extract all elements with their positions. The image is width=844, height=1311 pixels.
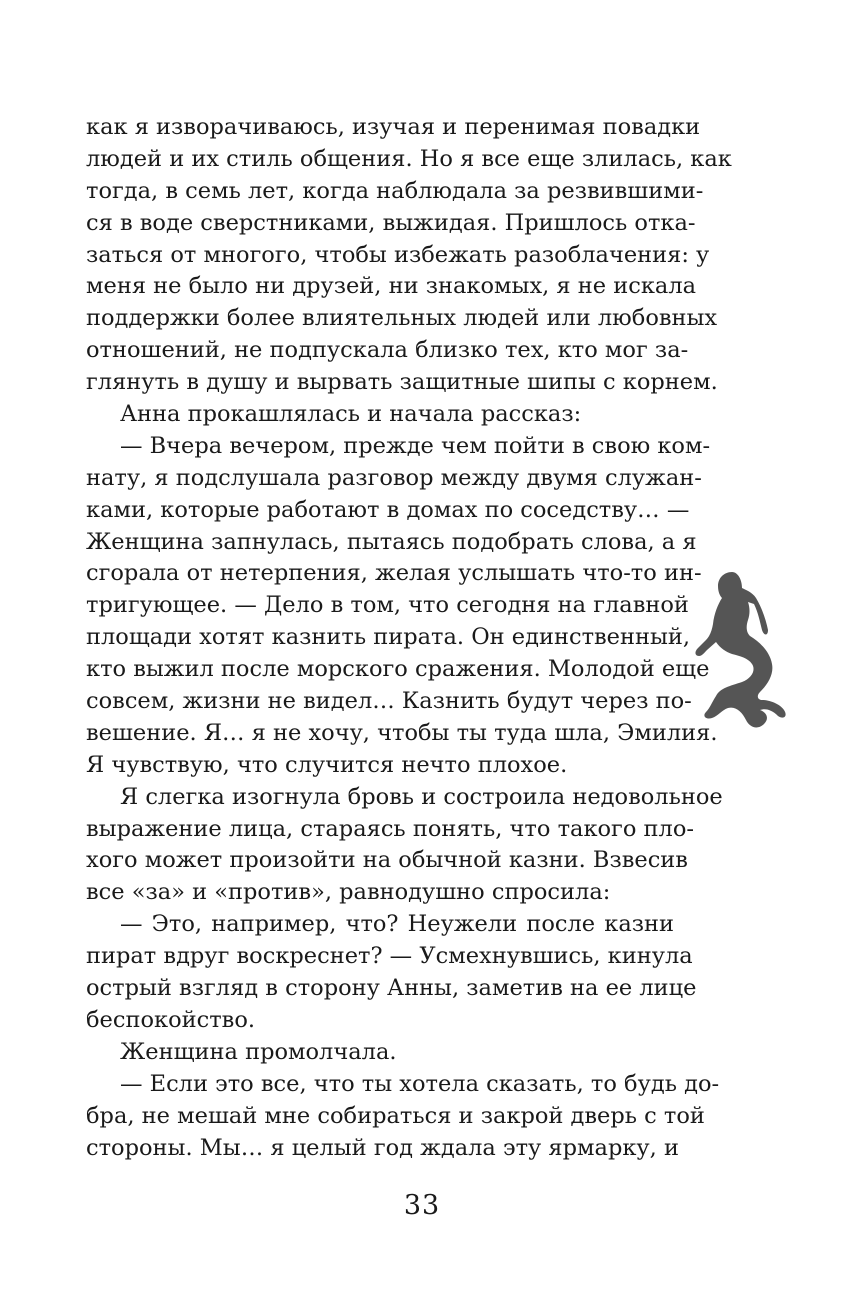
text-line: Женщина промолчала. xyxy=(120,1038,397,1065)
text-line: стороны. Мы… я целый год ждала эту ярмарку, и xyxy=(86,1134,679,1161)
text-line: пират вдруг воскреснет? — Усмехнувшись, кинула xyxy=(86,943,693,970)
text-line: сгорала от нетерпения, желая услышать что-то ин- xyxy=(86,560,702,587)
text-line: — Если это все, что ты хотела сказать, то будь до- xyxy=(120,1070,720,1097)
text-line: тогда, в семь лет, когда наблюдала за резвившими- xyxy=(86,177,704,204)
text-line: глянуть в душу и вырвать защитные шипы с корнем. xyxy=(86,369,718,396)
body-text xyxy=(86,112,732,1164)
text-line: бра, не мешай мне собираться и закрой дверь с той xyxy=(86,1102,705,1129)
text-line: как я изворачиваюсь, изучая и перенимая повадки xyxy=(86,114,701,140)
text-line: вешение. Я… я не хочу, чтобы ты туда шла, Эмилия. xyxy=(86,719,718,746)
text-line: Я слегка изогнула бровь и состроила недовольное xyxy=(120,783,723,810)
text-line: выражение лица, стараясь понять, что такого пло- xyxy=(86,815,694,842)
text-line: меня не было ни друзей, ни знакомых, я не искала xyxy=(86,273,697,300)
text-line: беспокойство. xyxy=(86,1006,256,1033)
text-line: ками, которые работают в домах по соседству… — xyxy=(86,496,690,523)
text-line: хого может произойти на обычной казни. Взвесив xyxy=(86,847,688,874)
text-line: тригующее. — Дело в том, что сегодня на главной xyxy=(86,592,689,619)
mermaid-silhouette-icon xyxy=(680,570,792,732)
text-line: Женщина запнулась, пытаясь подобрать слова, а я xyxy=(86,528,697,555)
text-line: совсем, жизни не видел… Казнить будут через по- xyxy=(86,688,692,715)
text-line: ся в воде сверстниками, выжидая. Пришлось отка- xyxy=(86,209,696,236)
page-number: 33 xyxy=(403,1190,441,1221)
text-line: — Это, например, что? Неужели после казни xyxy=(120,911,674,938)
text-line: все «за» и «против», равнодушно спросила: xyxy=(86,879,611,906)
text-line: отношений, не подпускала близко тех, кто мог за- xyxy=(86,337,689,364)
text-line: Анна прокашлялась и начала рассказ: xyxy=(120,401,582,428)
text-line: площади хотят казнить пирата. Он единственный, xyxy=(86,624,691,651)
text-line: — Вчера вечером, прежде чем пойти в свою ком- xyxy=(120,432,711,459)
text-line: людей и их стиль общения. Но я все еще злилась, как xyxy=(86,145,732,172)
text-line: Я чувствую, что случится нечто плохое. xyxy=(86,751,568,778)
text-line: нату, я подслушала разговор между двумя служан- xyxy=(86,464,702,491)
text-line: острый взгляд в сторону Анны, заметив на ее лице xyxy=(86,975,697,1002)
text-line: заться от многого, чтобы избежать разоблачения: у xyxy=(86,241,710,268)
text-line: поддержки более влиятельных людей или любовных xyxy=(86,305,718,332)
text-line: кто выжил после морского сражения. Молодой еще xyxy=(86,656,710,683)
